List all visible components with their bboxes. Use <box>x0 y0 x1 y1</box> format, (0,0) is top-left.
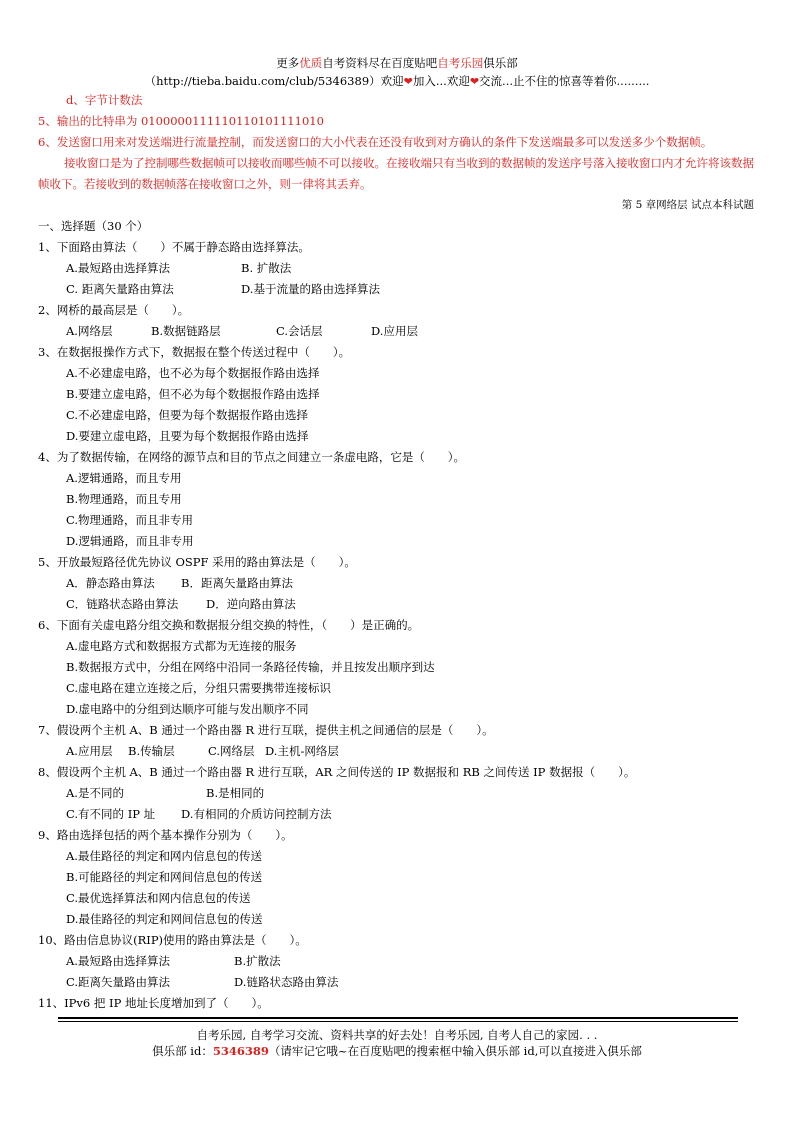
option: B.传输层 <box>128 744 175 758</box>
option: B.是相同的 <box>206 786 265 800</box>
heart-icon: ❤ <box>403 75 413 88</box>
option: A.最短路由选择算法 <box>66 261 170 275</box>
chapter-title: 第 5 章网络层 试点本科试题 <box>621 199 754 211</box>
option: C．链路状态路由算法 <box>66 597 179 611</box>
header-url-link[interactable]: http://tieba.baidu.com/club/5346389 <box>156 74 370 88</box>
page-header-line2 <box>0 73 794 90</box>
option: C.虚电路在建立连接之后，分组只需要携带连接标识 <box>66 681 332 695</box>
answer-6: 6、发送窗口用来对发送端进行流量控制，而发送窗口的大小代表在还没有收到对方确认的条件下发送端最多可以发送多少个数据帧。 <box>38 135 713 149</box>
option: C. 距离矢量路由算法 <box>66 282 174 296</box>
header-highlight: 优质 <box>299 56 323 70</box>
option: A.最短路由选择算法 <box>66 954 170 968</box>
question-stem: 3、在数据报操作方式下，数据报在整个传送过程中（ ）。 <box>38 345 351 359</box>
option: B.数据报方式中，分组在网络中沿同一条路径传输，并且按发出顺序到达 <box>66 660 435 674</box>
question-stem: 7、假设两个主机 A、B 通过一个路由器 R 进行互联，提供主机之间通信的层是（ ）。 <box>38 723 494 737</box>
option: B.可能路径的判定和网间信息包的传送 <box>66 870 263 884</box>
question-stem: 10、路由信息协议(RIP)使用的路由算法是（ ）。 <box>38 933 307 947</box>
option: A.逻辑通路，而且专用 <box>66 471 182 485</box>
question-stem: 1、下面路由算法（ ）不属于静态路由选择算法。 <box>38 240 310 254</box>
option: C.有不同的 IP 址 <box>66 807 156 821</box>
option: D.链路状态路由算法 <box>234 975 339 989</box>
option: C.不必建虚电路，但要为每个数据报作路由选择 <box>66 408 309 422</box>
option: D.主机-网络层 <box>265 744 339 758</box>
question-stem: 9、路由选择包括的两个基本操作分别为（ ）。 <box>38 828 293 842</box>
footer-line2 <box>0 1043 794 1059</box>
option: C.网络层 <box>208 744 255 758</box>
option: A.网络层 <box>66 324 113 338</box>
option: D.有相同的介质访问控制方法 <box>181 807 332 821</box>
option: A.应用层 <box>66 744 113 758</box>
option: D.应用层 <box>371 324 418 338</box>
answer-5: 5、输出的比特串为 0100000111110110101111010 <box>38 114 324 128</box>
option: A.是不同的 <box>66 786 124 800</box>
option: A.不必建虚电路，也不必为每个数据报作路由选择 <box>66 366 320 380</box>
document-body <box>38 90 760 1014</box>
club-id: 5346389 <box>212 1044 269 1058</box>
question-stem: 8、假设两个主机 A、B 通过一个路由器 R 进行互联，AR 之间传送的 IP 数据报和 RB 之间传送 IP 数据报（ ）。 <box>38 765 636 779</box>
header-text: （ <box>144 74 157 88</box>
option: C.最优选择算法和网内信息包的传送 <box>66 891 251 905</box>
option: D.虚电路中的分组到达顺序可能与发出顺序不同 <box>66 702 309 716</box>
question-stem: 2、网桥的最高层是（ ）。 <box>38 303 190 317</box>
option: C.会话层 <box>276 324 323 338</box>
option: B.扩散法 <box>234 954 281 968</box>
footer-text: 俱乐部 id： <box>152 1044 213 1058</box>
option: B.物理通路，而且专用 <box>66 492 182 506</box>
header-club-name: 自考乐园 <box>437 56 484 70</box>
footer-divider <box>58 1021 738 1022</box>
question-stem: 5、开放最短路径优先协议 OSPF 采用的路由算法是（ ）。 <box>38 555 356 569</box>
header-text: ）欢迎 <box>369 74 404 88</box>
question-stem: 4、为了数据传输，在网络的源节点和目的节点之间建立一条虚电路，它是（ ）。 <box>38 450 466 464</box>
section-title: 一、选择题（30 个） <box>38 219 149 233</box>
option: D．逆向路由算法 <box>206 597 296 611</box>
header-text: 俱乐部 <box>483 56 518 70</box>
option: B．距离矢量路由算法 <box>181 576 293 590</box>
question-stem: 6、下面有关虚电路分组交换和数据报分组交换的特性，（ ）是正确的。 <box>38 618 420 632</box>
heart-icon: ❤ <box>469 75 480 88</box>
footer-divider <box>58 1017 738 1019</box>
footer-line1: 自考乐园, 自考学习交流、资料共享的好去处！自考乐园, 自考人自己的家园. . . <box>196 1028 598 1042</box>
option: C.物理通路，而且非专用 <box>66 513 194 527</box>
option: D.要建立虚电路，且要为每个数据报作路由选择 <box>66 429 309 443</box>
option: C.距离矢量路由算法 <box>66 975 171 989</box>
option: A.最佳路径的判定和网内信息包的传送 <box>66 849 262 863</box>
answer-d-item: d、字节计数法 <box>66 93 143 107</box>
option: A.虚电路方式和数据报方式都为无连接的服务 <box>66 639 297 653</box>
option: B. 扩散法 <box>241 261 292 275</box>
option: A．静态路由算法 <box>66 576 155 590</box>
header-text: 加入...欢迎 <box>412 74 470 88</box>
page-header-line1 <box>0 55 794 71</box>
option: B.数据链路层 <box>151 324 221 338</box>
header-text: 自考资料尽在百度贴吧 <box>322 56 438 70</box>
option: D.逻辑通路，而且非专用 <box>66 534 194 548</box>
answer-recv-window-paragraph: 接收窗口是为了控制哪些数据帧可以接收而哪些帧不可以接收。在接收端只有当收到的数据帧的发送序号落入接收窗口内才允许将该数据帧收下。若接收到的数据帧落在接收窗口之外，则一律将其丢弃。 <box>38 156 754 191</box>
footer-text: （请牢记它哦~在百度贴吧的搜索框中输入俱乐部 id,可以直接进入俱乐部 <box>268 1044 642 1058</box>
header-text: 更多 <box>276 56 300 70</box>
question-stem: 11、IPv6 把 IP 地址长度增加到了（ ）。 <box>38 996 269 1010</box>
option: D.最佳路径的判定和网间信息包的传送 <box>66 912 263 926</box>
option: D.基于流量的路由选择算法 <box>241 282 380 296</box>
header-text: 交流...止不住的惊喜等着你......... <box>479 74 650 88</box>
option: B.要建立虚电路，但不必为每个数据报作路由选择 <box>66 387 320 401</box>
